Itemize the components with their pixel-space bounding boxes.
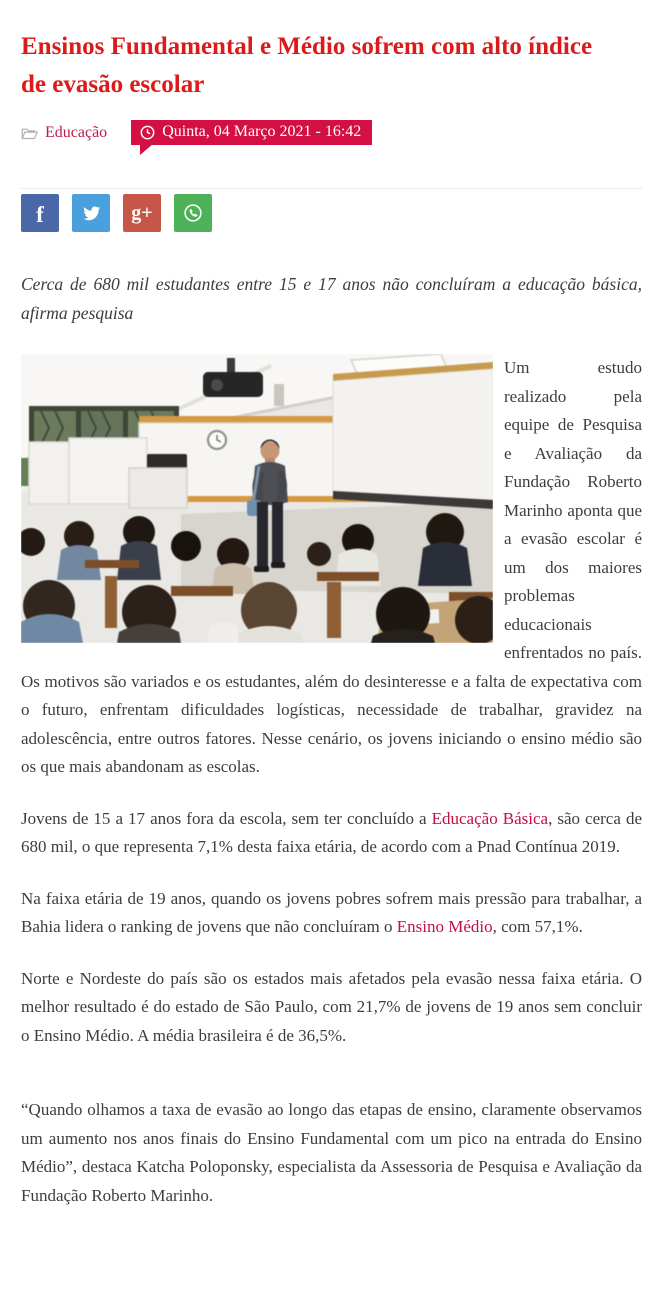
article-body bbox=[21, 354, 642, 1210]
folder-open-icon bbox=[21, 126, 38, 140]
article-paragraph: Norte e Nordeste do país são os estados mais afetados pela evasão nessa faixa etária. O melhor resultado é do estado de São Paulo, com 21,7% de jovens de 19 anos sem concluir o Ensino Médio. A média brasileira é de 36,5%. bbox=[21, 968, 642, 1045]
share-buttons-row bbox=[21, 189, 642, 232]
share-whatsapp-button[interactable] bbox=[174, 194, 212, 232]
article-paragraph: “Quando olhamos a taxa de evasão ao longo das etapas de ensino, claramente observamos um aumento nos anos finais do Ensino Fundamental com um pico na entrada do Ensino Médio”, destaca Katcha Poloponsky, especialista da Assessoria de Pesquisa e Avaliação da Fundação Roberto Marinho. bbox=[21, 1100, 642, 1205]
category-label: Educação bbox=[45, 124, 108, 141]
article-lead: Cerca de 680 mil estudantes entre 15 e 17 anos não concluíram a educação básica, afirma pesquisa bbox=[21, 274, 642, 323]
share-googleplus-button[interactable] bbox=[123, 194, 161, 232]
googleplus-icon: g+ bbox=[131, 201, 153, 224]
share-twitter-button[interactable] bbox=[72, 194, 110, 232]
page-title: Ensinos Fundamental e Médio sofrem com alto índice de evasão escolar bbox=[21, 33, 593, 98]
classroom-illustration bbox=[21, 354, 493, 643]
article-paragraph: Na faixa etária de 19 anos, quando os jovens pobres sofrem mais pressão para trabalhar, a Bahia lidera o ranking de jovens que não concluíram o Ensino Médio, com 57,1%. bbox=[21, 888, 642, 936]
share-facebook-button[interactable] bbox=[21, 194, 59, 232]
article-meta-row bbox=[21, 120, 642, 166]
inline-link[interactable]: Ensino Médio bbox=[396, 917, 493, 936]
article-photo-classroom bbox=[21, 354, 493, 643]
article-paragraph: Um estudo realizado pela equipe de Pesquisa e Avaliação da Fundação Roberto Marinho aponta que a evasão escolar é um dos maiores problemas educacionais enfrentados no país. Os motivos são variados e os estudantes, além do desinteresse e a falta de expectativa com o futuro, enfrentam dificuldades logísticas, necessidade de trabalhar, gravidez na adolescência, entre outros fatores. Nesse cenário, os jovens iniciando o ensino médio são os que mais abandonam as escolas. bbox=[21, 358, 642, 776]
twitter-bird-icon bbox=[81, 203, 102, 224]
clock-icon bbox=[140, 125, 155, 140]
article-paragraph: Jovens de 15 a 17 anos fora da escola, sem ter concluído a Educação Básica, são cerca de 680 mil, o que representa 7,1% desta faixa etária, de acordo com a Pnad Contínua 2019. bbox=[21, 808, 642, 856]
category-link[interactable] bbox=[21, 124, 107, 142]
inline-link[interactable]: Educação Básica bbox=[431, 808, 549, 828]
whatsapp-icon bbox=[182, 202, 204, 224]
date-badge bbox=[131, 120, 372, 145]
date-label: Quinta, 04 Março 2021 - 16:42 bbox=[162, 123, 362, 140]
facebook-icon: f bbox=[36, 201, 44, 227]
